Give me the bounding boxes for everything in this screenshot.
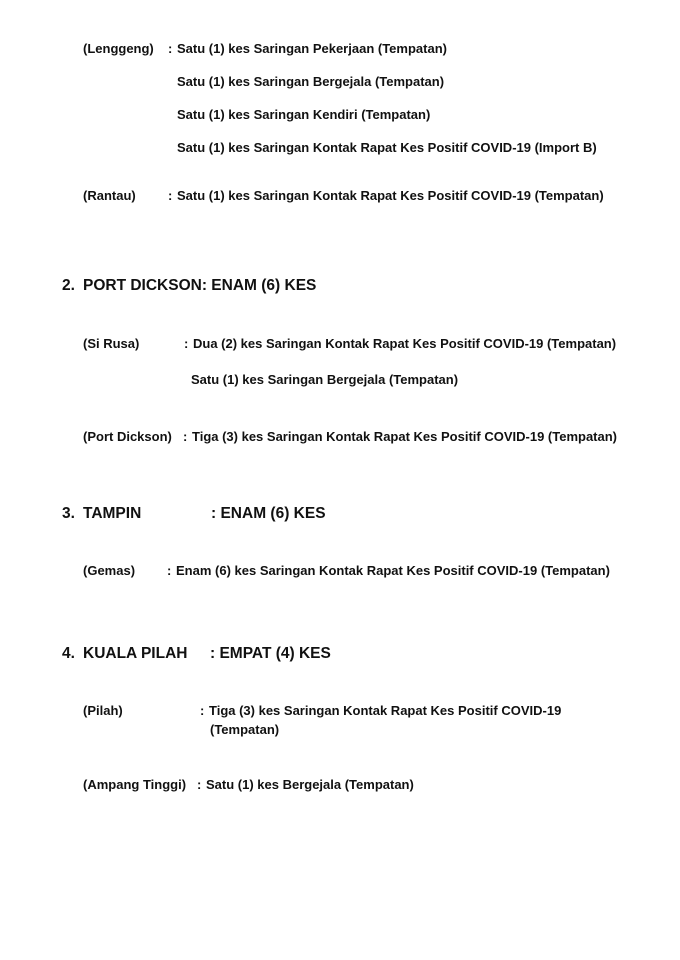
section-number: 4. (62, 645, 75, 662)
area-label-port-dickson: (Port Dickson) (83, 429, 172, 444)
district-heading-kuala-pilah: KUALA PILAH (83, 645, 188, 662)
separator-colon: : (197, 777, 202, 792)
area-label-pilah: (Pilah) (83, 703, 123, 718)
area-label-si-rusa: (Si Rusa) (83, 336, 140, 351)
case-line: Enam (6) kes Saringan Kontak Rapat Kes Positif COVID-19 (Tempatan) (176, 563, 610, 578)
separator-colon: : (183, 429, 188, 444)
case-line: (Tempatan) (210, 722, 280, 737)
separator-colon: : (167, 563, 172, 578)
separator-colon: : (168, 188, 173, 203)
district-heading-port-dickson: PORT DICKSON: ENAM (6) KES (83, 277, 317, 294)
section-number: 2. (62, 277, 75, 294)
separator-colon: : (168, 41, 173, 56)
case-line: Satu (1) kes Saringan Bergejala (Tempatan) (177, 74, 445, 89)
district-heading-tampin: TAMPIN (83, 505, 142, 522)
separator-colon: : (200, 703, 205, 718)
area-label-gemas: (Gemas) (83, 563, 136, 578)
district-case-count: : ENAM (6) KES (211, 505, 326, 522)
area-label-lenggeng: (Lenggeng) (83, 41, 154, 56)
separator-colon: : (184, 336, 189, 351)
case-line: Satu (1) kes Saringan Kontak Rapat Kes Positif COVID-19 (Import B) (177, 140, 597, 155)
area-label-rantau: (Rantau) (83, 188, 136, 203)
case-line: Satu (1) kes Saringan Bergejala (Tempatan) (191, 372, 459, 387)
case-line: Satu (1) kes Saringan Kontak Rapat Kes Positif COVID-19 (Tempatan) (177, 188, 604, 203)
area-label-ampang-tinggi: (Ampang Tinggi) (83, 777, 187, 792)
section-number: 3. (62, 505, 75, 522)
case-line: Satu (1) kes Saringan Pekerjaan (Tempatan) (177, 41, 447, 56)
case-line: Satu (1) kes Saringan Kendiri (Tempatan) (177, 107, 431, 122)
case-line: Dua (2) kes Saringan Kontak Rapat Kes Positif COVID-19 (Tempatan) (193, 336, 617, 351)
district-case-count: : EMPAT (4) KES (210, 645, 331, 662)
case-line: Tiga (3) kes Saringan Kontak Rapat Kes Positif COVID-19 (Tempatan) (192, 429, 618, 444)
case-line: Tiga (3) kes Saringan Kontak Rapat Kes Positif COVID-19 (209, 703, 562, 718)
case-line: Satu (1) kes Bergejala (Tempatan) (206, 777, 414, 792)
